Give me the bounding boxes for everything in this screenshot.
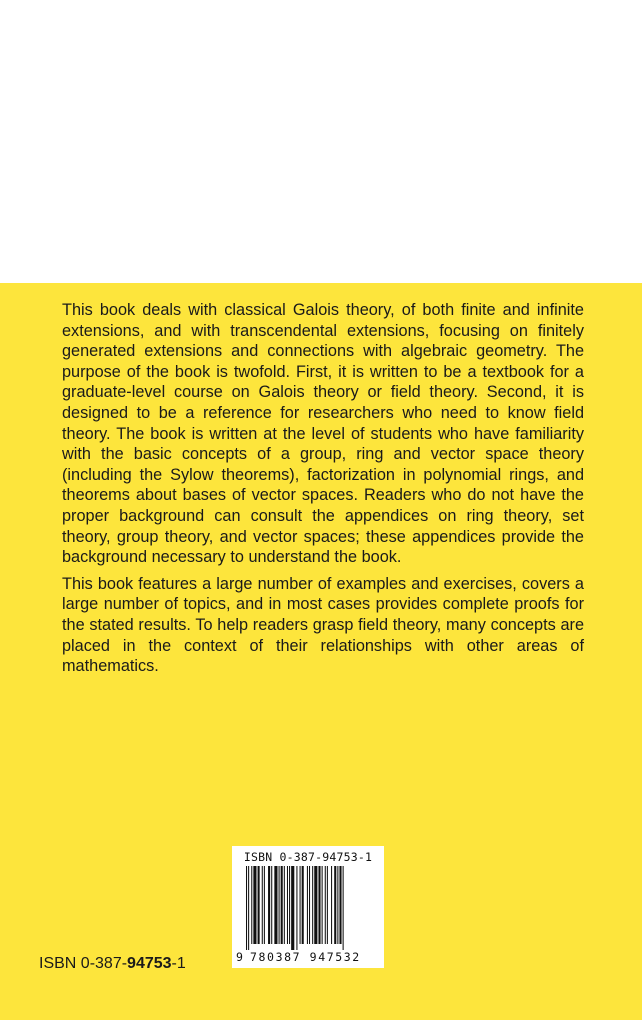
barcode-bar (291, 866, 294, 950)
barcode-bar (248, 866, 249, 950)
barcode-bar (302, 866, 304, 944)
barcode-bar (251, 866, 252, 944)
barcode-bar (337, 866, 338, 944)
back-cover-blurb (62, 300, 584, 683)
barcode-bar (339, 866, 341, 944)
barcode-bar (309, 866, 310, 944)
barcode-bar (334, 866, 336, 944)
isbn-prefix: ISBN 0-387- (39, 955, 128, 972)
barcode-bar (343, 866, 344, 950)
barcode-bar (258, 866, 260, 944)
barcode-bar (281, 866, 283, 944)
barcode-bars (246, 866, 370, 950)
barcode-bar (300, 866, 301, 944)
barcode-bar (331, 866, 332, 944)
barcode-bar (322, 866, 323, 944)
barcode-bar (289, 866, 290, 944)
top-white-area (0, 0, 642, 283)
isbn-bold-part: 94753 (127, 955, 172, 972)
barcode-bar (325, 866, 326, 944)
barcode-bar (271, 866, 272, 944)
barcode-bar (253, 866, 256, 944)
barcode-bar (307, 866, 308, 944)
barcode-bar (314, 866, 317, 944)
barcode-bar (262, 866, 263, 944)
barcode-bar (264, 866, 265, 944)
barcode-label (232, 846, 384, 968)
barcode-digit-first: 9 (236, 950, 243, 964)
barcode-bar (327, 866, 328, 944)
barcode-bar (279, 866, 280, 944)
barcode-bar (318, 866, 320, 944)
barcode-bar (287, 866, 288, 944)
isbn-bottom (39, 955, 186, 973)
barcode-bar (246, 866, 247, 950)
barcode-bar (274, 866, 277, 944)
blurb-paragraph-1: This book deals with classical Galois theory, of both finite and infinite extensions, and with transcendental extensions, focusing on finitely generated extensions and connections with algebraic geometry. The purpose of the book is twofold. First, it is written to be a textbook for a graduate-level course on Galois theory or field theory. Second, it is designed to be a reference for researchers who need to know field theory. The book is written at the level of students who have familiarity with the basic concepts of a group, ring and vector space theory (including the Sylow theorems), factorization in polynomial rings, and theorems about bases of vector spaces. Readers who do not have the proper background can consult the appendices on ring theory, set theory, group theory, and vector spaces; these appendices provide the background necessary to understand the book. (62, 301, 584, 567)
barcode-bar (312, 866, 313, 944)
barcode-bar (284, 866, 285, 944)
isbn-suffix: -1 (171, 955, 186, 972)
barcode-bar (296, 866, 297, 950)
barcode-isbn-text: ISBN 0-387-94753-1 (243, 850, 373, 864)
barcode-digits-rest: 780387 947532 (250, 950, 361, 964)
barcode-bar (268, 866, 270, 944)
blurb-paragraph-2: This book features a large number of examples and exercises, covers a large number of topics, and in most cases provides complete proofs for the stated results. To help readers grasp field theory, many concepts are placed in the context of their relationships with other areas of mathematics. (62, 574, 584, 676)
